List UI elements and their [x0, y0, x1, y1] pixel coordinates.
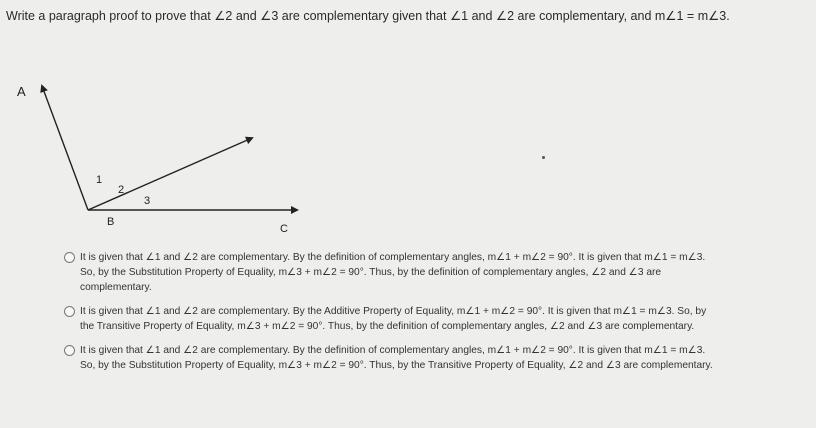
answer-option-text: It is given that ∠1 and ∠2 are complementary. By the definition of complementary angles, m∠1 + m∠2 = 90°. It is given that m∠1 = m∠3. So, by the Substitution Property of Equality, m∠3 + m∠2 = 90°. Thus, by the definition of complementary angles, ∠2 and ∠3 are complementary. — [80, 252, 706, 293]
label-point-b: B — [107, 216, 115, 228]
radio-button-1[interactable] — [64, 252, 75, 263]
answer-option-3[interactable] — [64, 343, 814, 373]
ray-bd — [88, 138, 252, 210]
radio-button-2[interactable] — [64, 306, 75, 317]
answer-option-2[interactable] — [64, 304, 814, 334]
answer-option-text: It is given that ∠1 and ∠2 are complementary. By the definition of complementary angles, m∠1 + m∠2 = 90°. It is given that m∠1 = m∠3. So, by the Substitution Property of Equality, m∠3 + m∠2 = 90°. Thus, by the Transitive Property of Equality, ∠2 and ∠3 are complementary. — [80, 345, 713, 371]
label-point-a: A — [17, 84, 26, 99]
label-angle-3: 3 — [144, 195, 151, 207]
answer-options — [64, 250, 814, 382]
angle-figure — [0, 60, 320, 245]
answer-option-text: It is given that ∠1 and ∠2 are complementary. By the Additive Property of Equality, m∠1 + m∠2 = 90°. It is given that m∠1 = m∠3. So, by the Transitive Property of Equality, m∠3 + m∠2 = 90°. Thus, by the definition of complementary angles, ∠2 and ∠3 are complementary. — [80, 306, 707, 332]
question-text: Write a paragraph proof to prove that ∠2 and ∠3 are complementary given that ∠1 and ∠2 are complementary, and m∠1 = m∠3. — [6, 9, 730, 23]
label-point-c: C — [280, 223, 288, 235]
stray-dot — [542, 156, 545, 159]
label-angle-2: 2 — [118, 184, 125, 196]
radio-button-3[interactable] — [64, 345, 75, 356]
ray-ba — [42, 86, 88, 210]
label-angle-1: 1 — [96, 174, 103, 186]
answer-option-1[interactable] — [64, 250, 814, 295]
